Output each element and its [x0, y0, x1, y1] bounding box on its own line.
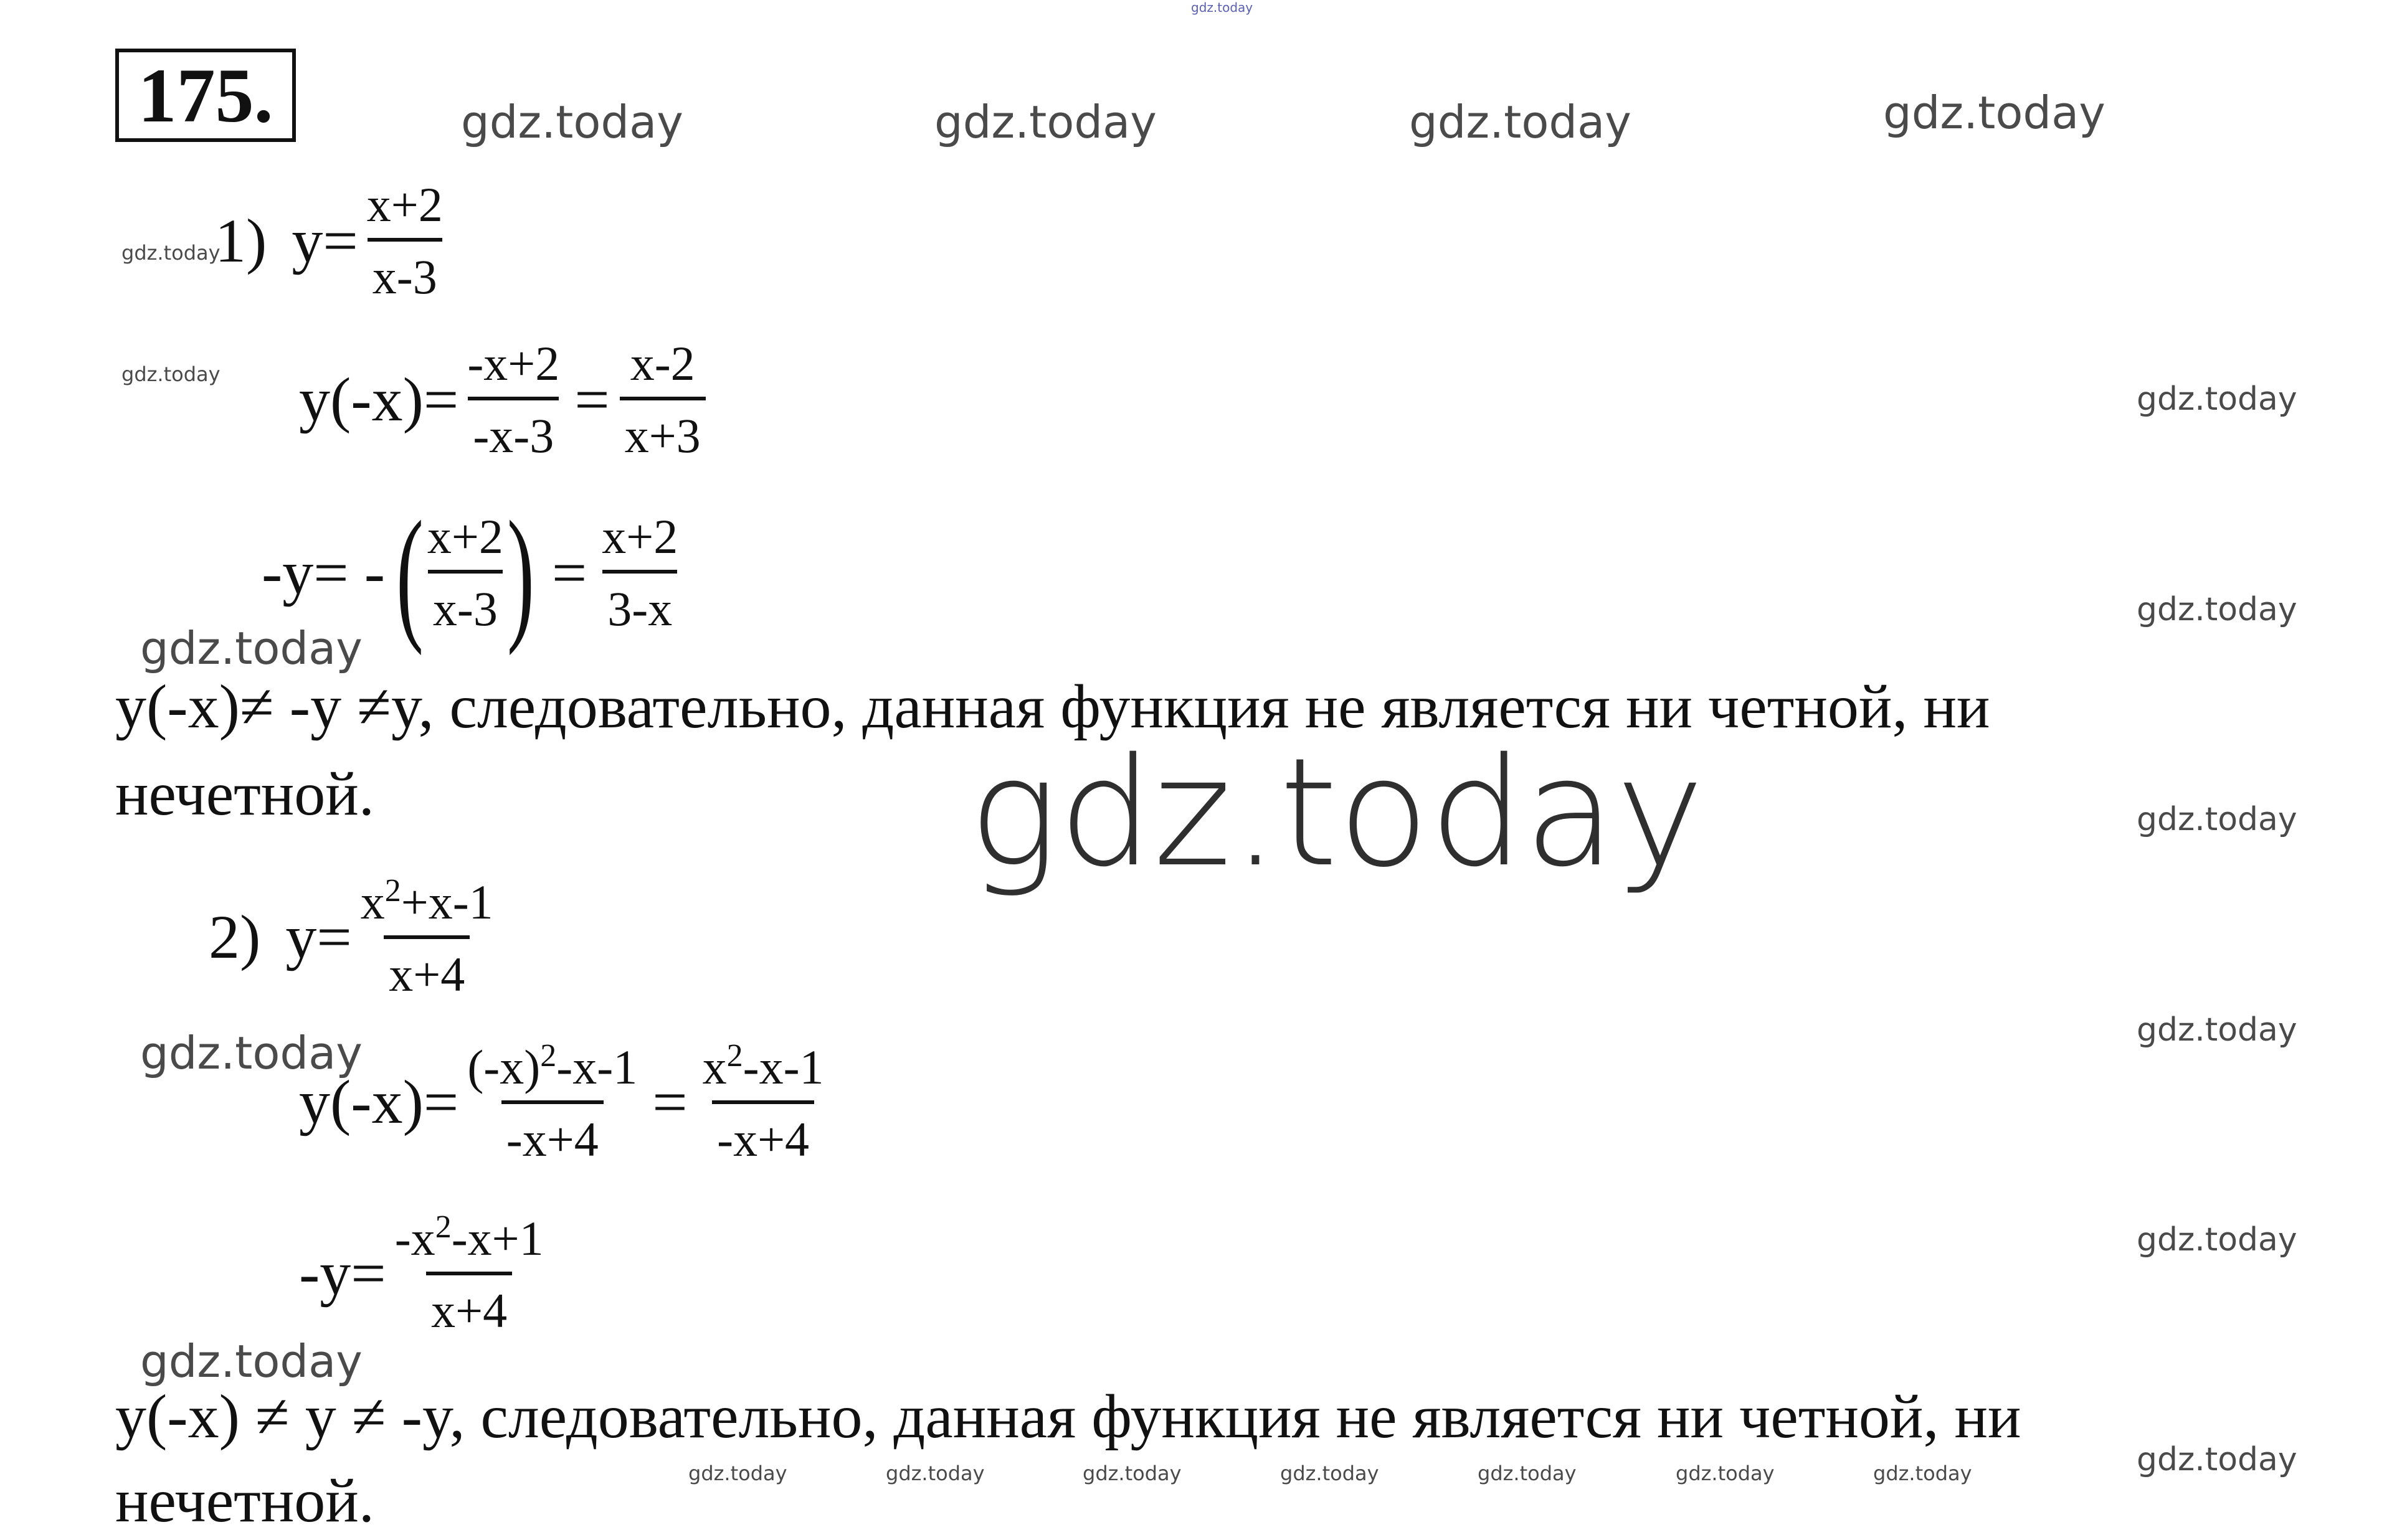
watermark: gdz.today [140, 1335, 363, 1387]
part1-y-lhs: y= [292, 206, 358, 275]
part2-fraction [356, 875, 498, 999]
fraction [620, 336, 706, 463]
numerator [356, 875, 498, 935]
part1-label: 1) [215, 206, 267, 275]
watermark: gdz.today [2137, 1221, 2297, 1259]
watermark: gdz.today [2137, 801, 2297, 838]
watermark: gdz.today [2137, 1441, 2297, 1478]
equals-sign: = [551, 538, 587, 607]
right-paren: ) [506, 490, 534, 656]
denominator: -x-3 [468, 397, 559, 460]
watermark-large: gdz.today [969, 725, 1705, 900]
watermark-top-tiny: gdz.today [1191, 0, 1253, 15]
part2-conclusion-line2: нечетной. [115, 1466, 374, 1535]
fraction [422, 509, 508, 636]
part1-negative-y [262, 490, 686, 656]
numerator: x+2 [366, 177, 443, 232]
term-rest: +x-1 [401, 875, 493, 929]
term-base: -x [394, 1211, 435, 1265]
exponent: 2 [435, 1209, 452, 1245]
part2-conclusion-line1: y(-x) ≠ y ≠ -y, следовательно, данная функция не является ни четной, ни [115, 1382, 2021, 1451]
part2-y-of-negx [299, 1040, 833, 1164]
numerator: x-2 [630, 336, 695, 390]
watermark: gdz.today [934, 96, 1157, 148]
part1-conclusion-line1: y(-x)≠ -y ≠y, следовательно, данная функция не является ни четной, ни [115, 672, 1990, 741]
term-rest: -x-1 [556, 1040, 638, 1094]
watermark: gdz.today [2137, 591, 2297, 628]
left-paren: ( [396, 490, 424, 656]
watermark: gdz.today [121, 241, 221, 265]
watermark: gdz.today [140, 1027, 363, 1079]
term-rest: -x-1 [743, 1040, 824, 1094]
watermark: gdz.today [688, 1462, 787, 1485]
part1-fraction [362, 177, 448, 304]
exponent: 2 [384, 873, 401, 909]
part1-conclusion-line2: нечетной. [115, 759, 374, 828]
denominator: x+4 [426, 1272, 512, 1335]
fraction [462, 1040, 642, 1164]
numerator [462, 1040, 642, 1100]
watermark: gdz.today [1873, 1462, 1972, 1485]
term-base: x [702, 1040, 727, 1094]
denominator: x+3 [620, 397, 706, 460]
watermark: gdz.today [2137, 380, 2297, 418]
neg-y-lhs: -y= [299, 1238, 386, 1308]
equals-sign: = [652, 1067, 688, 1136]
watermark: gdz.today [886, 1462, 985, 1485]
watermark: gdz.today [1280, 1462, 1379, 1485]
watermark: gdz.today [2137, 1011, 2297, 1049]
y-negx-lhs: y(-x)= [299, 1067, 459, 1136]
denominator: x-3 [368, 238, 442, 301]
part2-definition [209, 875, 502, 999]
denominator: x+4 [384, 935, 470, 999]
watermark: gdz.today [1883, 87, 2105, 139]
denominator: x-3 [428, 570, 503, 633]
exponent: 2 [540, 1038, 557, 1074]
numerator: -x+2 [467, 336, 560, 390]
part1-definition [215, 177, 452, 304]
problem-number-badge: 175. [115, 49, 296, 142]
exponent: 2 [726, 1038, 743, 1074]
term-base: (-x) [467, 1040, 541, 1094]
term-base: x [360, 875, 385, 929]
fraction [597, 509, 683, 636]
watermark: gdz.today [1409, 96, 1631, 148]
watermark: gdz.today [140, 622, 363, 674]
denominator: -x+4 [712, 1100, 814, 1164]
watermark: gdz.today [121, 362, 221, 386]
y-negx-lhs: y(-x)= [299, 365, 459, 434]
watermark: gdz.today [461, 96, 683, 148]
denominator: 3-x [602, 570, 677, 633]
watermark: gdz.today [1676, 1462, 1775, 1485]
watermark: gdz.today [1478, 1462, 1577, 1485]
neg-y-lhs: -y= - [262, 538, 385, 607]
part2-negative-y [299, 1209, 553, 1338]
fraction [698, 1040, 829, 1164]
watermark: gdz.today [1083, 1462, 1182, 1485]
part2-y-lhs: y= [285, 902, 352, 971]
numerator [698, 1040, 829, 1100]
fraction [390, 1209, 549, 1338]
denominator: -x+4 [501, 1100, 604, 1164]
part1-y-of-negx [299, 336, 710, 463]
numerator: x+2 [602, 509, 678, 564]
fraction [462, 336, 564, 463]
term-rest: -x+1 [451, 1211, 544, 1265]
part2-label: 2) [209, 902, 261, 971]
numerator: x+2 [427, 509, 503, 564]
equals-sign: = [574, 365, 610, 434]
numerator [390, 1211, 549, 1272]
